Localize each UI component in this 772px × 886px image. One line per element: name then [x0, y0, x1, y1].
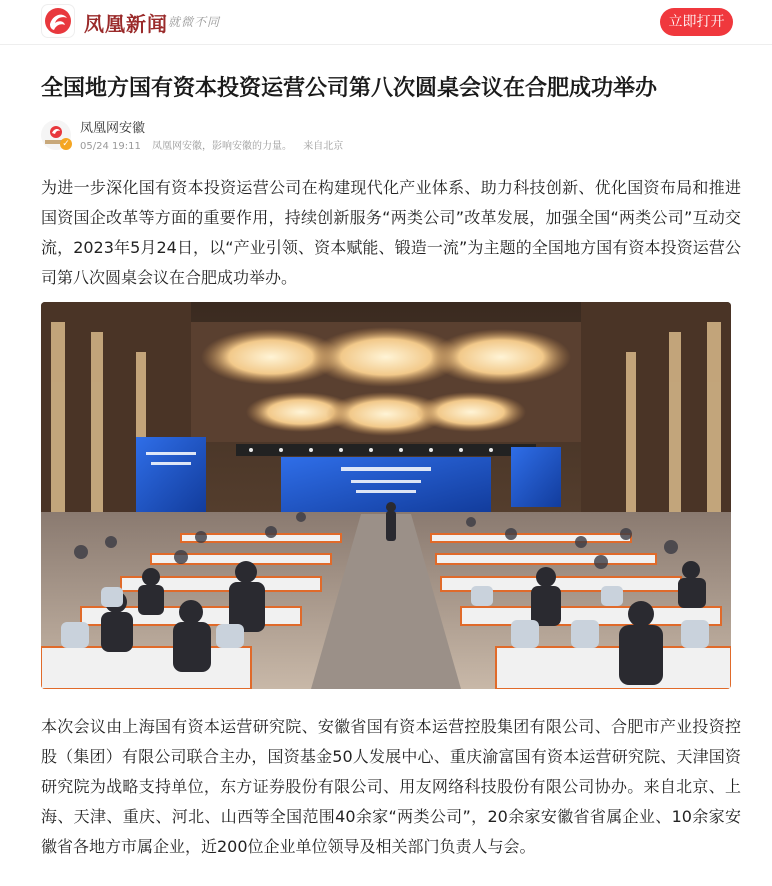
- article-paragraph: 本次会议由上海国有资本运营研究院、安徽省国有资本运营控股集团有限公司、合肥市产业投资控股（集团）有限公司联合主办，国资基金50人发展中心、重庆渝富国有资本运营研究院、天津国资研究院为战略支持单位，东方证券股份有限公司、用友网络科技股份有限公司协办。来自北京、上海、天津、重庆、河北、山西等全国范围40余家“两类公司”，20余家安徽省省属企业、10余家安徽省各地方市属企业，近200位企业单位领导及相关部门负责人与会。: [41, 717, 741, 856]
- header-divider: [0, 44, 772, 45]
- article-paragraph: 为进一步深化国有资本投资运营公司在构建现代化产业体系、助力科技创新、优化国资布局和推进国资国企改革等方面的重要作用，持续创新服务“两类公司”改革发展，加强全国“两类公司”互动交流，2023年5月24日，以“产业引领、资本赋能、锻造一流”为主题的全国地方国有资本投资运营公司第八次圆桌会议在合肥成功举办。: [41, 178, 741, 287]
- ifeng-logo-icon: [41, 4, 75, 38]
- article-title: 全国地方国有资本投资运营公司第八次圆桌会议在合肥成功举办: [41, 76, 658, 101]
- open-app-button[interactable]: 立即打开: [660, 8, 733, 36]
- publish-time: 05/24 19:11: [80, 141, 141, 152]
- author-name[interactable]: 凤凰网安徽: [80, 121, 146, 136]
- top-bar: [0, 0, 772, 44]
- article-meta: [80, 137, 351, 152]
- source-description: 凤凰网安徽，影响安徽的力量。: [152, 141, 293, 152]
- article-photo[interactable]: [41, 302, 731, 689]
- location-label: 来自北京: [303, 141, 344, 152]
- logo-slogan: 就微不同: [168, 15, 221, 29]
- verified-badge-icon: ✓: [60, 138, 72, 150]
- logo-text: 凤凰新闻: [84, 12, 168, 36]
